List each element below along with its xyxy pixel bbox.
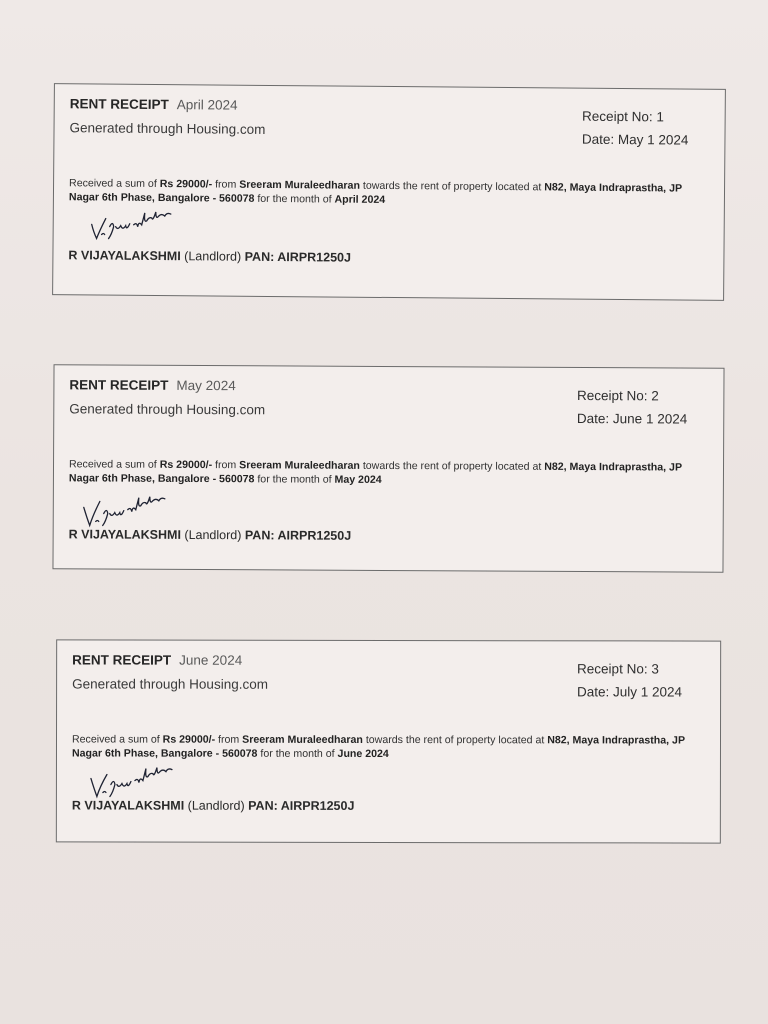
receipt-month: April 2024 [176, 97, 238, 113]
receipt-title-line [69, 377, 265, 393]
receipt-number: Receipt No: 1 [582, 108, 664, 125]
landlord-pan: PAN: AIRPR1250J [244, 249, 352, 265]
receipt-body: Received a sum of Rs 29000/- from Sreeram Muraleedharan towards the rent of property located at N82, Maya Indraprastha, JP Nagar 6th Phase, Bangalore - 560078 for the month of June 2024 [71, 733, 685, 760]
landlord-line [69, 527, 352, 542]
property-address: N82, Maya Indraprastha, JP Nagar 6th Phase, Bangalore - 560078 [68, 181, 682, 205]
amount: Rs 29000/- [159, 458, 213, 472]
rent-receipt-1 [52, 83, 726, 301]
receipt-title: RENT RECEIPT [69, 96, 169, 113]
receipt-date: Date: July 1 2024 [576, 684, 683, 700]
receipt-month: June 2024 [179, 652, 243, 668]
landlord-role: (Landlord) [184, 798, 249, 813]
landlord-signature [80, 489, 190, 530]
landlord-pan: PAN: AIRPR1250J [248, 798, 355, 813]
landlord-role: (Landlord) [180, 249, 245, 264]
landlord-signature [87, 762, 197, 802]
rent-receipt-2 [52, 364, 724, 573]
receipt-title-line [70, 96, 266, 113]
tenant-name: Sreeram Muraleedharan [239, 459, 360, 472]
receipt-number: Receipt No: 3 [577, 661, 659, 677]
receipt-date: Date: May 1 2024 [581, 131, 689, 148]
receipt-header-left [69, 377, 265, 417]
landlord-line [72, 798, 355, 812]
generated-through: Generated through Housing.com [69, 120, 266, 137]
landlord-role: (Landlord) [180, 527, 245, 543]
receipt-header-left [72, 652, 268, 691]
amount: Rs 29000/- [159, 177, 213, 191]
generated-through: Generated through Housing.com [69, 401, 266, 418]
receipt-date: Date: June 1 2024 [576, 410, 688, 427]
receipt-body: Received a sum of Rs 29000/- from Sreeram Muraleedharan towards the rent of property located at N82, Maya Indraprastha, JP Nagar 6th Phase, Bangalore - 560078 for the month of May 2024 [68, 458, 682, 486]
receipt-title: RENT RECEIPT [72, 652, 172, 668]
property-address: N82, Maya Indraprastha, JP Nagar 6th Phase, Bangalore - 560078 [68, 460, 682, 485]
tenant-name: Sreeram Muraleedharan [242, 733, 363, 746]
receipt-month: May 2024 [176, 377, 236, 394]
receipt-header-left [69, 96, 265, 137]
receipt-title: RENT RECEIPT [69, 377, 169, 393]
rent-receipt-3 [56, 639, 721, 843]
rent-period: June 2024 [337, 747, 389, 760]
property-address: N82, Maya Indraprastha, JP Nagar 6th Phase, Bangalore - 560078 [71, 734, 685, 760]
landlord-signature [88, 204, 198, 245]
receipt-header-right [577, 388, 688, 435]
rent-period: April 2024 [334, 193, 386, 206]
receipt-title-line [72, 652, 268, 667]
receipt-number: Receipt No: 2 [577, 387, 659, 404]
landlord-name: R VIJAYALAKSHMI [71, 798, 185, 813]
receipt-body: Received a sum of Rs 29000/- from Sreeram Muraleedharan towards the rent of property located at N82, Maya Indraprastha, JP Nagar 6th Phase, Bangalore - 560078 for the month of April 2024 [68, 177, 682, 206]
tenant-name: Sreeram Muraleedharan [239, 178, 361, 192]
landlord-name: R VIJAYALAKSHMI [68, 248, 181, 264]
receipt-header-right [582, 109, 689, 156]
landlord-name: R VIJAYALAKSHMI [68, 527, 181, 542]
rent-period: May 2024 [334, 473, 382, 486]
landlord-pan: PAN: AIRPR1250J [244, 528, 352, 543]
receipt-header-right [577, 661, 682, 707]
landlord-line [68, 248, 351, 264]
generated-through: Generated through Housing.com [72, 676, 268, 692]
amount: Rs 29000/- [162, 733, 216, 746]
